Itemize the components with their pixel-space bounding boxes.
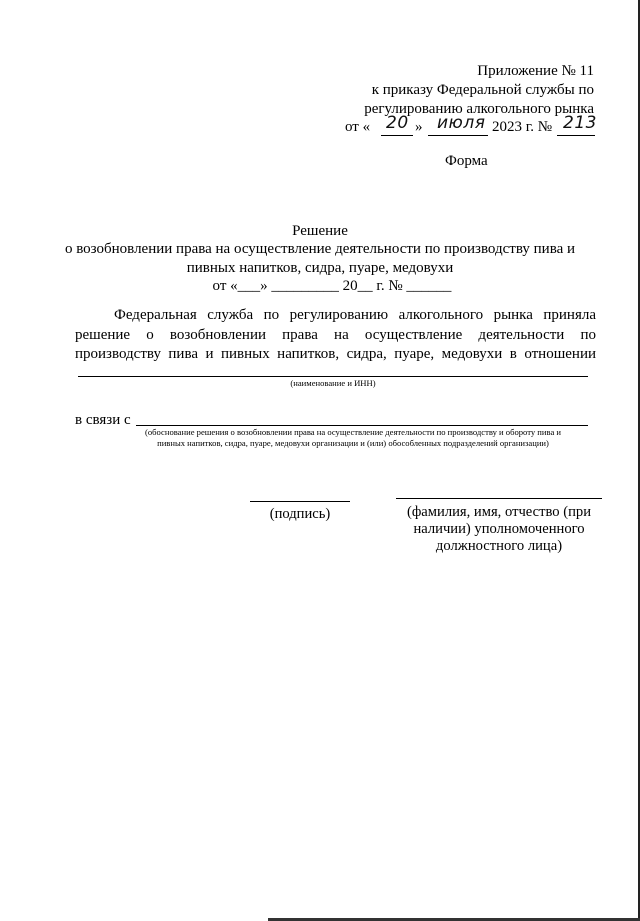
document-subtitle-1: о возобновлении права на осуществление деятельности по производству пива и [64, 241, 576, 257]
date-year-number: 2023 г. № [492, 119, 553, 135]
reason-caption-2: пивных напитков, сидра, пуаре, медовухи организации и (или) обособленных подразделений организации) [157, 438, 549, 448]
official-name-caption-2: наличии) уполномоченного [413, 521, 585, 537]
date-quote-close: » [415, 119, 423, 135]
date-prefix: от « [345, 119, 371, 135]
reason-caption-1: (обоснование решения о возобновлении права на осуществление деятельности по производству и обороту пива и [144, 427, 562, 437]
handwritten-day: 20 [386, 113, 409, 133]
document-subtitle-2: пивных напитков, сидра, пуаре, медовухи [186, 260, 454, 276]
reason-line [136, 425, 588, 426]
organization-name-caption: (наименование и ИНН) [290, 378, 376, 388]
reason-prefix: в связи с [75, 412, 131, 428]
appendix-order-ref: к приказу Федеральной службы по [371, 82, 594, 98]
handwritten-order-number: 213 [563, 113, 597, 133]
body-line-2: решение о возобновлении права на осуществление деятельности по [75, 327, 596, 343]
signature-line [250, 501, 350, 502]
body-line-1: Федеральная служба по регулированию алкогольного рынка приняла [114, 307, 596, 323]
signature-caption: (подпись) [269, 506, 331, 522]
official-name-caption-3: должностного лица) [435, 538, 563, 554]
form-label: Форма [445, 153, 488, 169]
organization-name-line [78, 376, 588, 377]
official-name-line [396, 498, 602, 499]
official-name-caption-1: (фамилия, имя, отчество (при [406, 504, 592, 520]
appendix-label: Приложение № 11 [477, 63, 594, 79]
appendix-order-ref-2: регулированию алкогольного рынка [364, 101, 594, 117]
body-line-3: производству пива и пивных напитков, сидра, пуаре, медовухи в отношении [75, 346, 596, 362]
document-title: Решение [292, 223, 348, 239]
decision-date-number-line: от «___» _________ 20__ г. № ______ [212, 278, 452, 294]
handwritten-month: июля [437, 113, 486, 133]
